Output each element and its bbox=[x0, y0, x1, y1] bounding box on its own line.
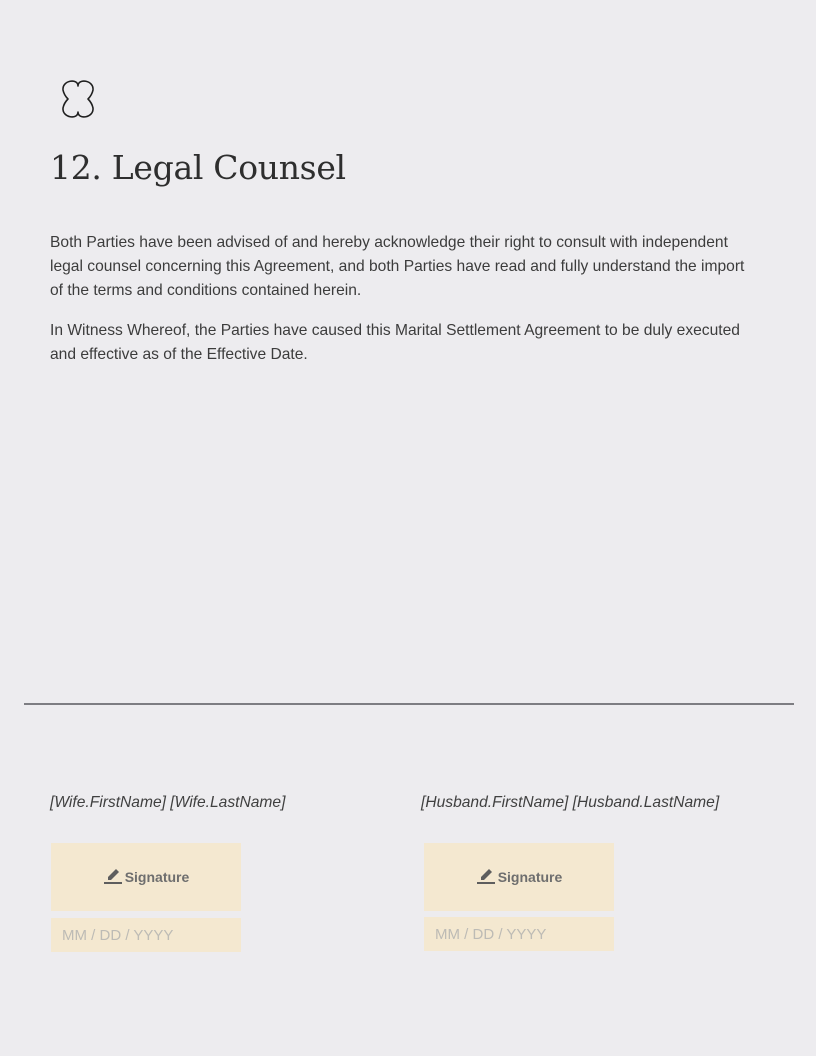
witness-whereof-paragraph: In Witness Whereof, the Parties have caused this Marital Settlement Agreement to be duly executed and effective as of the Effective Date. bbox=[50, 322, 740, 363]
legal-counsel-paragraph: Both Parties have been advised of and hereby acknowledge their right to consult with independent legal counsel concerning this Agreement, and both Parties have read and fully understand the import of the terms and conditions contained herein. bbox=[50, 234, 745, 299]
husband-signature-field[interactable] bbox=[424, 843, 614, 911]
wife-signature-field[interactable] bbox=[51, 843, 241, 911]
husband-name-label: [Husband.FirstName] [Husband.LastName] bbox=[421, 794, 720, 811]
section-heading: 12. Legal Counsel bbox=[50, 148, 346, 187]
section-divider bbox=[24, 703, 794, 705]
wife-date-field[interactable]: MM / DD / YYYY bbox=[51, 918, 241, 952]
pen-icon bbox=[103, 866, 123, 886]
quatrefoil-icon bbox=[59, 79, 97, 119]
husband-date-field[interactable]: MM / DD / YYYY bbox=[424, 917, 614, 951]
wife-signature-label: Signature bbox=[124, 869, 190, 885]
pen-icon bbox=[476, 866, 496, 886]
husband-signature-label: Signature bbox=[497, 869, 563, 885]
wife-name-label: [Wife.FirstName] [Wife.LastName] bbox=[50, 794, 286, 811]
